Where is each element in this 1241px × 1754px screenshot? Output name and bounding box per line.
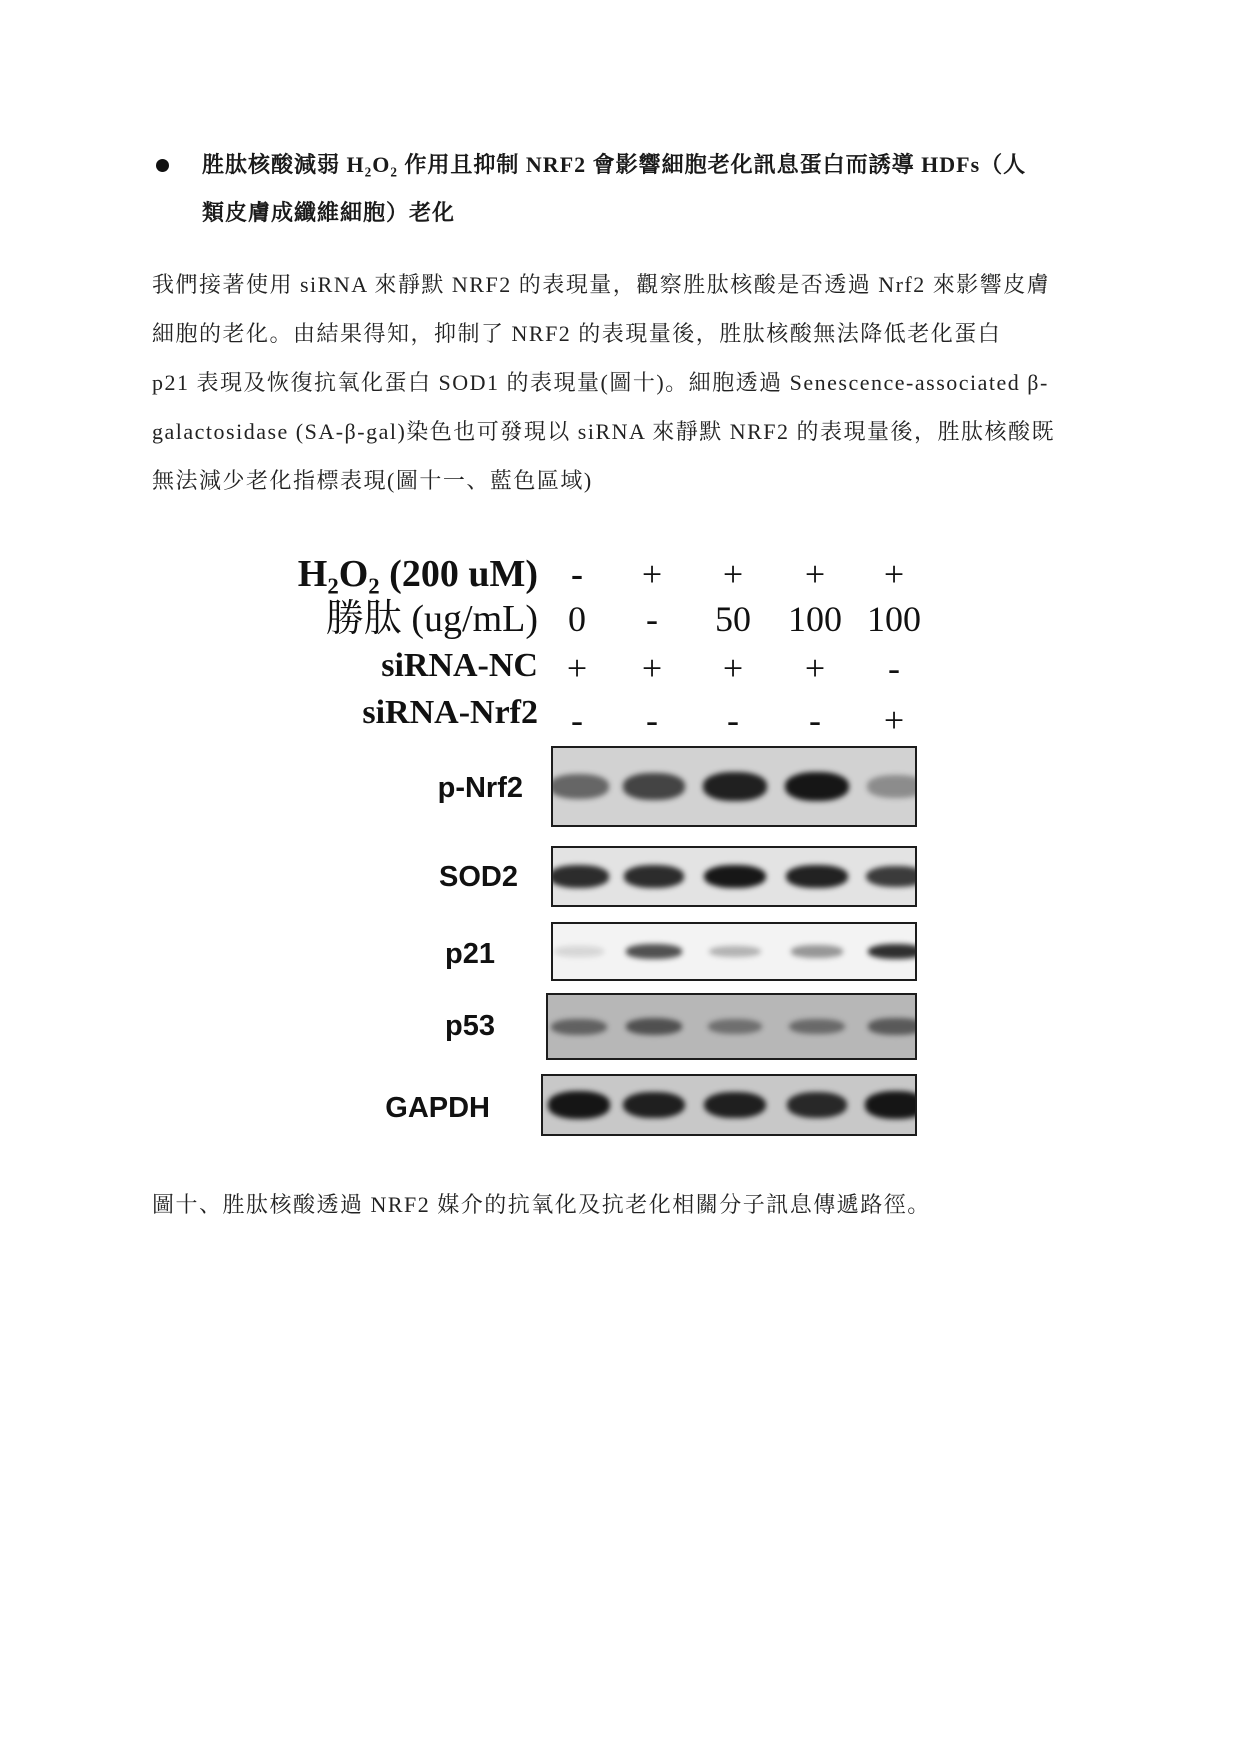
blot-label-p21: p21 — [445, 938, 495, 970]
section-heading-line-2: 類皮膚成纖維細胞）老化 — [202, 200, 456, 225]
condition-value: + — [722, 648, 744, 688]
condition-value: - — [727, 700, 739, 740]
band-p-nrf2-lane-1 — [551, 774, 609, 799]
band-p53-lane-2 — [626, 1018, 682, 1035]
paragraph-line: p21 表現及恢復抗氧化蛋白 SOD1 的表現量(圖十)。細胞透過 Senescence-associated β- — [152, 370, 1049, 395]
condition-value: - — [809, 700, 821, 740]
condition-value: 100 — [788, 599, 842, 639]
band-sod2-lane-2 — [624, 865, 685, 888]
blot-p21 — [551, 922, 917, 981]
band-p-nrf2-lane-5 — [867, 775, 917, 797]
band-p53-lane-5 — [868, 1018, 917, 1034]
blot-p53 — [546, 993, 917, 1060]
band-sod2-lane-4 — [786, 865, 847, 888]
band-p-nrf2-lane-4 — [785, 772, 849, 801]
condition-value: - — [571, 554, 583, 594]
condition-value: + — [566, 648, 588, 688]
paragraph-line: 細胞的老化。由結果得知，抑制了 NRF2 的表現量後，胜肽核酸無法降低老化蛋白 — [152, 321, 1002, 346]
condition-label-sirna-nrf2: siRNA-Nrf2 — [362, 694, 538, 731]
condition-value: 100 — [867, 599, 921, 639]
section-heading-line-1: 胜肽核酸減弱 H₂O₂ 作用且抑制 NRF2 會影響細胞老化訊息蛋白而誘導 HDFs（人 — [202, 152, 1027, 177]
band-p21-lane-4 — [791, 945, 844, 957]
blot-label-p53: p53 — [445, 1010, 495, 1042]
band-sod2-lane-5 — [866, 866, 917, 888]
blot-label-p-nrf2: p-Nrf2 — [437, 772, 523, 804]
condition-label-h2o2: H₂O₂ (200 uM) — [297, 553, 538, 595]
band-p21-lane-2 — [626, 944, 681, 958]
blot-gapdh — [541, 1074, 917, 1136]
band-gapdh-lane-4 — [787, 1092, 848, 1118]
blot-p-nrf2 — [551, 746, 917, 827]
condition-value: + — [722, 554, 744, 594]
band-sod2-lane-3 — [704, 865, 766, 889]
band-p21-lane-1 — [554, 946, 604, 956]
condition-value: + — [641, 554, 663, 594]
condition-value: + — [804, 554, 826, 594]
band-sod2-lane-1 — [551, 865, 609, 888]
figure-caption: 圖十、胜肽核酸透過 NRF2 媒介的抗氧化及抗老化相關分子訊息傳遞路徑。 — [152, 1192, 931, 1217]
band-gapdh-lane-1 — [548, 1091, 610, 1118]
band-p21-lane-5 — [868, 944, 917, 959]
condition-label-peptide: 勝肽 (ug/mL) — [325, 598, 538, 640]
band-p53-lane-3 — [708, 1019, 763, 1034]
band-p-nrf2-lane-3 — [703, 772, 766, 801]
band-p53-lane-1 — [551, 1019, 607, 1035]
condition-value: 50 — [715, 599, 751, 639]
condition-value: 0 — [568, 599, 586, 639]
condition-value: - — [571, 700, 583, 740]
condition-value: - — [646, 599, 658, 639]
band-p-nrf2-lane-2 — [623, 773, 684, 800]
paragraph-line: 我們接著使用 siRNA 來靜默 NRF2 的表現量，觀察胜肽核酸是否透過 Nrf2 來影響皮膚 — [152, 272, 1051, 297]
condition-value: + — [883, 554, 905, 594]
band-gapdh-lane-3 — [704, 1092, 765, 1119]
condition-label-sirna-nc: siRNA-NC — [381, 647, 538, 684]
paragraph-line: 無法減少老化指標表現(圖十一、藍色區域) — [152, 468, 593, 493]
blot-sod2 — [551, 846, 917, 907]
paragraph-line: galactosidase (SA-β-gal)染色也可發現以 siRNA 來靜默 NRF2 的表現量後，胜肽核酸既 — [152, 419, 1055, 444]
condition-value: + — [641, 648, 663, 688]
condition-value: + — [883, 700, 905, 740]
blot-label-gapdh: GAPDH — [385, 1092, 490, 1124]
condition-value: - — [646, 700, 658, 740]
band-gapdh-lane-5 — [865, 1091, 917, 1118]
condition-value: + — [804, 648, 826, 688]
band-p53-lane-4 — [789, 1019, 844, 1035]
band-p21-lane-3 — [709, 946, 761, 957]
band-gapdh-lane-2 — [623, 1092, 684, 1119]
blot-label-sod2: SOD2 — [439, 861, 518, 893]
bullet-dot-icon — [156, 159, 169, 172]
condition-value: - — [888, 648, 900, 688]
